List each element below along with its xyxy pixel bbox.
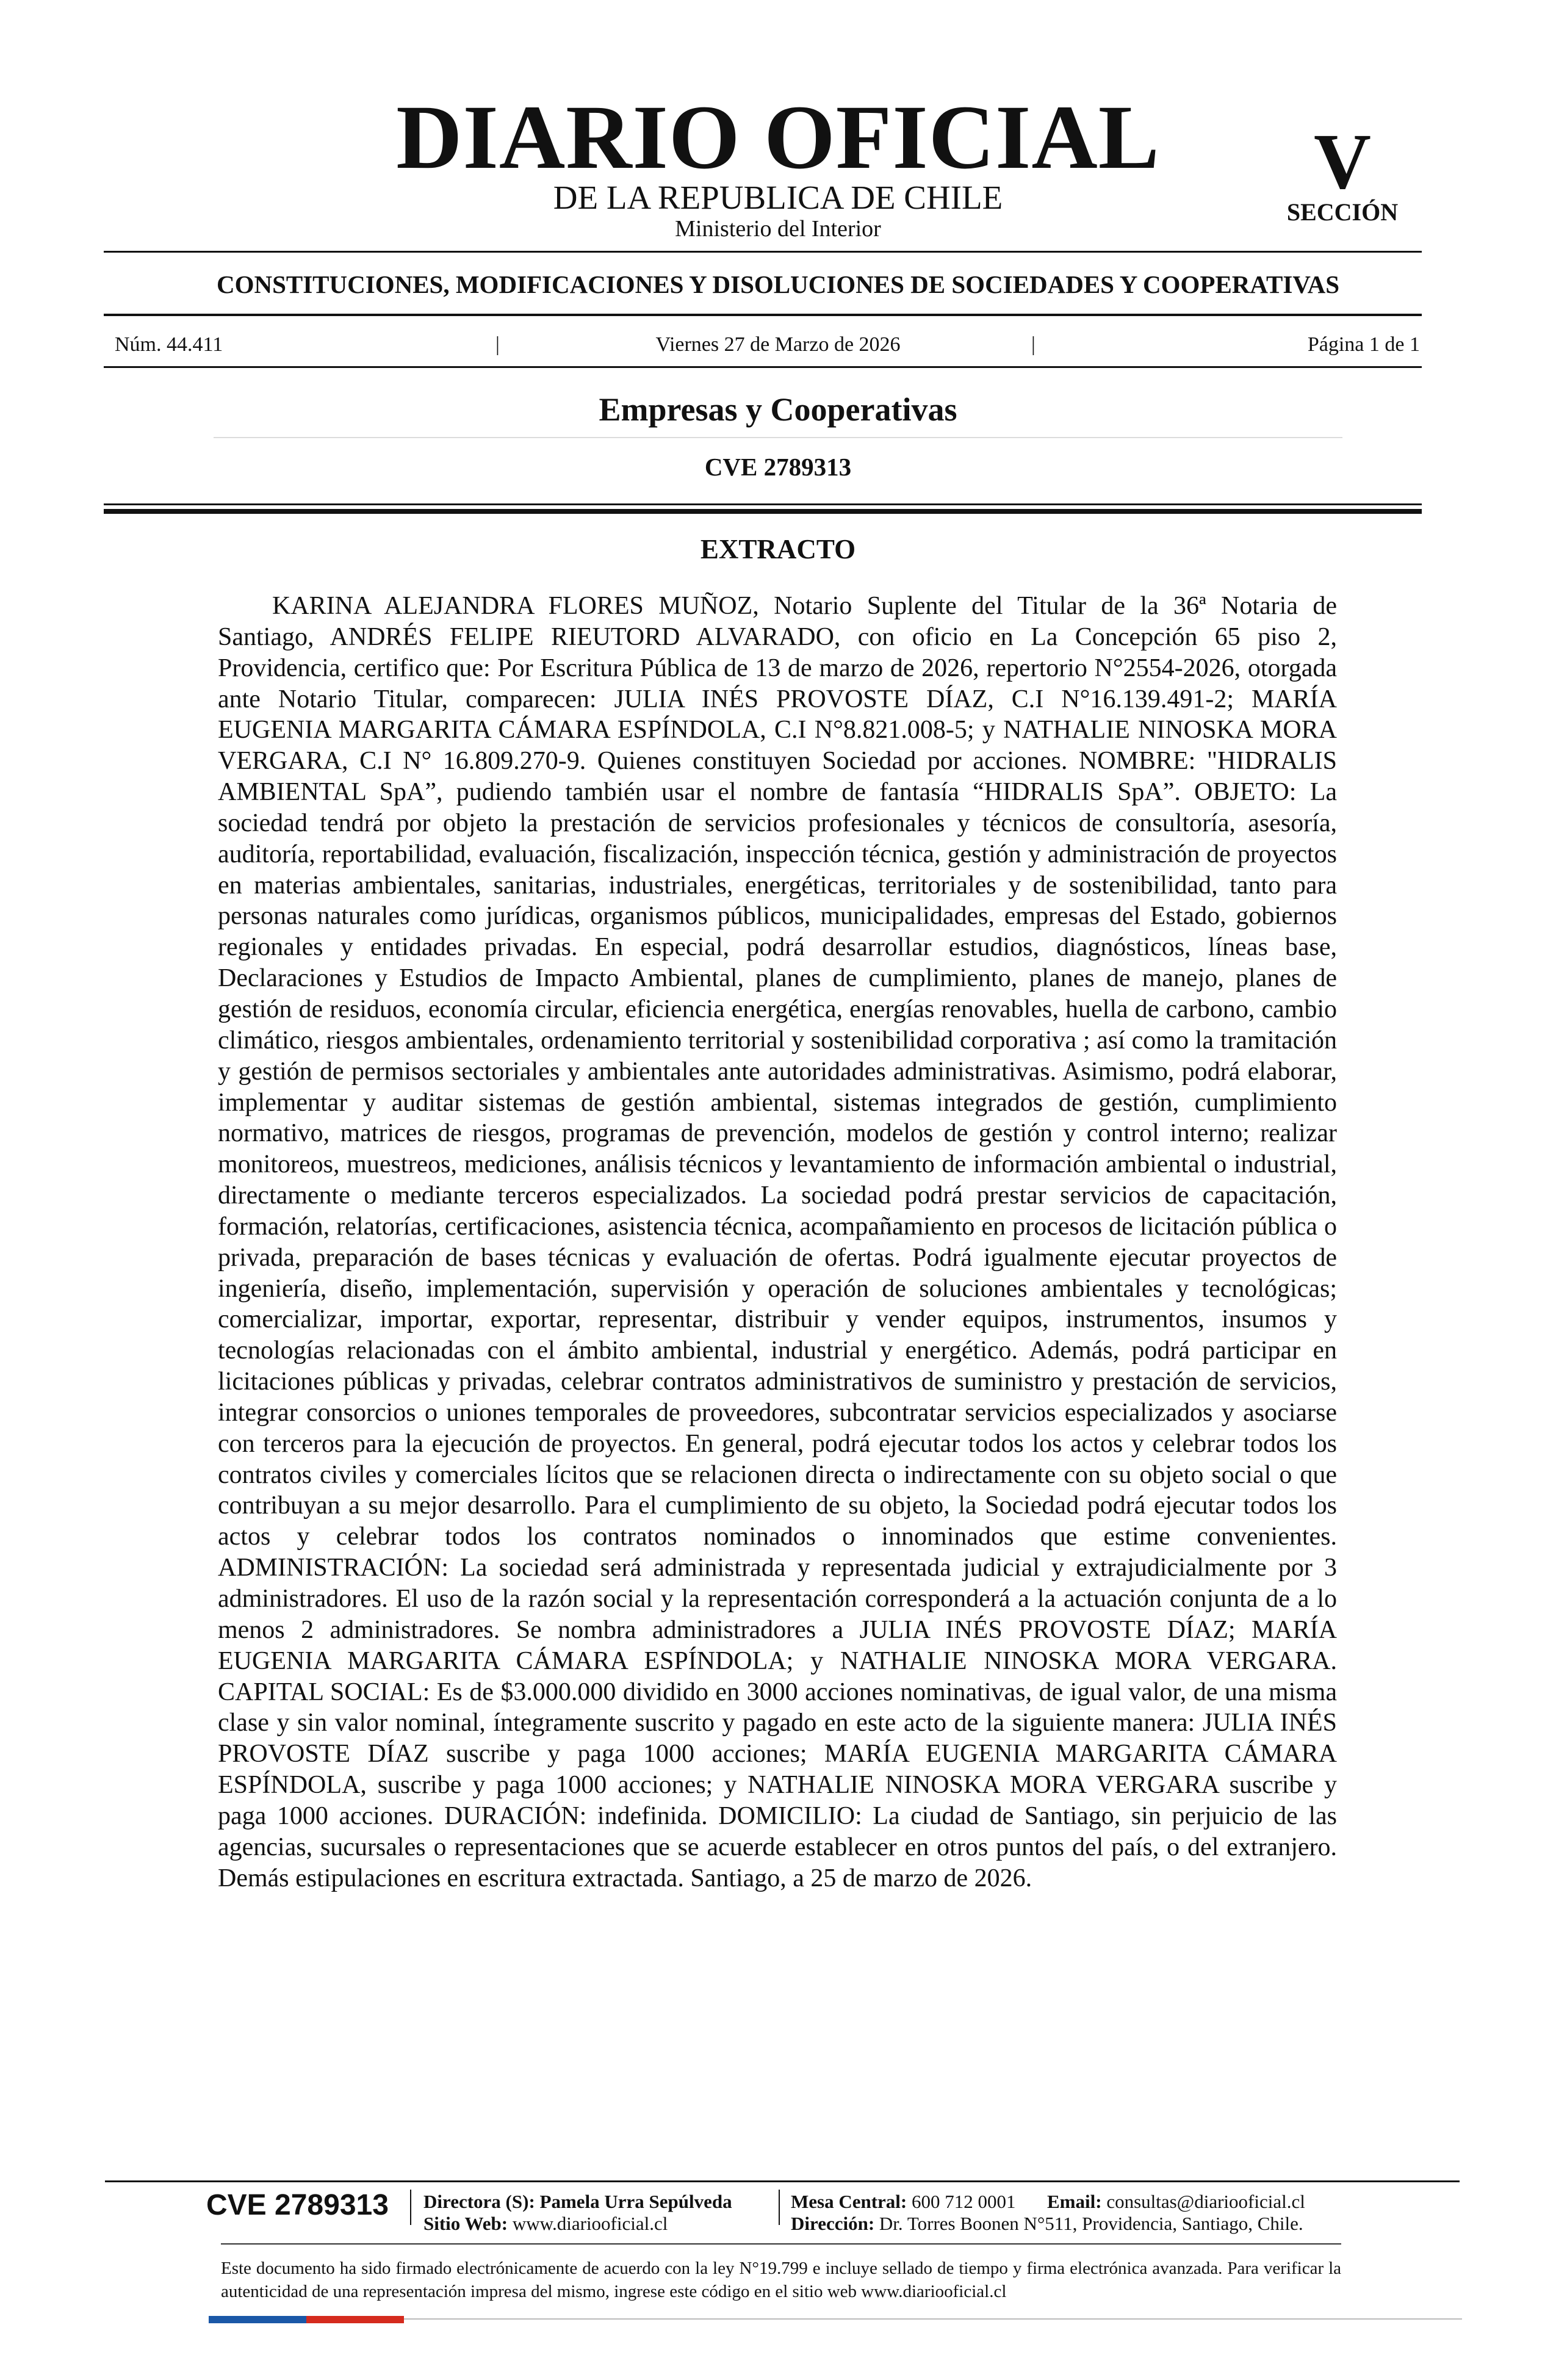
meta-separator: | [1031,333,1036,356]
director-name: Pamela Urra Sepúlveda [539,2191,732,2212]
footer-legal-rule [221,2243,1341,2245]
issue-date: Viernes 27 de Marzo de 2026 [655,333,901,356]
footer-address [791,2214,1303,2233]
footer-contact [791,2192,1305,2211]
document-title: EXTRACTO [700,534,856,564]
section-label: SECCIÓN [1286,198,1399,226]
meta-separator: | [495,333,500,356]
footer-bottom-rule [404,2318,1462,2320]
flag-stripe-blue [209,2316,306,2323]
phone-number: 600 712 0001 [912,2191,1016,2212]
website-label: Sitio Web: [423,2213,508,2234]
cve-rule-thick [104,509,1422,514]
cve-code: CVE 2789313 [704,453,852,481]
director-label: Directora (S): [423,2191,535,2212]
website-link[interactable]: www.diariooficial.cl [512,2213,668,2234]
category-bottom-rule [104,314,1422,316]
issue-number: Núm. 44.411 [115,333,223,356]
category-top-rule [104,251,1422,253]
footer-divider [410,2190,411,2225]
document-body: KARINA ALEJANDRA FLORES MUÑOZ, Notario Suplente del Titular de la 36ª Notaria de Santiago, ANDRÉS FELIPE RIEUTORD ALVARADO, con oficio en La Concepción 65 piso 2, Providencia, certifico que: Por Escritura Pública de 13 de marzo de 2026, repertorio N°2554-2026, otorgada ante Notario Titular, comparecen: JULIA INÉS PROVOSTE DÍAZ, C.I N°16.139.491-2; MARÍA EUGENIA MARGARITA CÁMARA ESPÍNDOLA, C.I N°8.821.008-5; y NATHALIE NINOSKA MORA VERGARA, C.I N° 16.809.270-9. Quienes constituyen Sociedad por acciones. NOMBRE: "HIDRALIS AMBIENTAL SpA”, pudiendo también usar el nombre de fantasía “HIDRALIS SpA”. OBJETO: La sociedad tendrá por objeto la prestación de servicios profesionales y técnicos de consultoría, asesoría, auditoría, reportabilidad, evaluación, fiscalización, inspección técnica, gestión y administración de proyectos en materias ambientales, sanitarias, industriales, energéticas, territoriales y de sostenibilidad, tanto para personas naturales como jurídicas, organismos públicos, municipalidades, empresas del Estado, gobiernos regionales y entidades privadas. En especial, podrá desarrollar estudios, diagnósticos, líneas base, Declaraciones y Estudios de Impacto Ambiental, planes de cumplimiento, planes de manejo, planes de gestión de residuos, economía circular, eficiencia energética, energías renovables, huella de carbono, cambio climático, riesgos ambientales, ordenamiento territorial y sostenibilidad corporativa ; así como la tramitación y gestión de permisos sectoriales y ambientales ante autoridades administrativas. Asimismo, podrá elaborar, implementar y auditar sistemas de gestión ambiental, sistemas integrados de gestión, cumplimiento normativo, matrices de riesgos, programas de prevención, modelos de gestión y control interno; realizar monitoreos, muestreos, mediciones, análisis técnicos y levantamiento de información ambiental o industrial, directamente o mediante terceros especializados. La sociedad podrá prestar servicios de capacitación, formación, relatorías, certificaciones, asistencia técnica, acompañamiento en procesos de licitación pública o privada, preparación de bases técnicas y evaluación de ofertas. Podrá igualmente ejecutar proyectos de ingeniería, diseño, implementación, supervisión y operación de soluciones ambientales y tecnológicas; comercializar, importar, exportar, representar, distribuir y vender equipos, instrumentos, insumos y tecnologías relacionadas con el ámbito ambiental, industrial y energético. Además, podrá participar en licitaciones públicas y privadas, celebrar contratos administrativos de suministro y prestación de servicios, integrar consorcios o uniones temporales de proveedores, subcontratar servicios especializados y asociarse con terceros para la ejecución de proyectos. En general, podrá ejecutar todos los actos y celebrar todos los contratos civiles y comerciales lícitos que se relacionen directa o indirectamente con su objeto social o que contribuyan a su mejor desarrollo. Para el cumplimiento de su objeto, la Sociedad podrá ejecutar todos los actos y celebrar todos los contratos nominados o innominados que estime convenientes. ADMINISTRACIÓN: La sociedad será administrada y representada judicial y extrajudicialmente por 3 administradores. El uso de la razón social y la representación corresponderá a la actuación conjunta de a lo menos 2 administradores. Se nombra administradores a JULIA INÉS PROVOSTE DÍAZ; MARÍA EUGENIA MARGARITA CÁMARA ESPÍNDOLA; y NATHALIE NINOSKA MORA VERGARA. CAPITAL SOCIAL: Es de $3.000.000 dividido en 3000 acciones nominativas, de igual valor, de una misma clase y sin valor nominal, íntegramente suscrito y pagado en este acto de la siguiente manera: JULIA INÉS PROVOSTE DÍAZ suscribe y paga 1000 acciones; MARÍA EUGENIA MARGARITA CÁMARA ESPÍNDOLA, suscribe y paga 1000 acciones; y NATHALIE NINOSKA MORA VERGARA suscribe y paga 1000 acciones. DURACIÓN: indefinida. DOMICILIO: La ciudad de Santiago, sin perjuicio de las agencias, sucursales o representaciones que se acuerde establecer en otros puntos del país, o del extranjero. Demás estipulaciones en escritura extractada. Santiago, a 25 de marzo de 2026. [218,592,1337,1892]
email-link[interactable]: consultas@diariooficial.cl [1106,2191,1305,2212]
section-letter: V [1314,118,1371,206]
masthead-subtitle: DE LA REPUBLICA DE CHILE [553,179,1003,216]
section-divider [214,437,1342,438]
email-label: Email: [1047,2191,1102,2212]
masthead-ministry: Ministerio del Interior [675,216,881,242]
page-number: Página 1 de 1 [1307,333,1420,356]
meta-bottom-rule [104,366,1422,368]
masthead-title: DIARIO OFICIAL [396,87,1160,188]
phone-label: Mesa Central: [791,2191,907,2212]
address-label: Dirección: [791,2213,875,2234]
address-text: Dr. Torres Boonen N°511, Providencia, Santiago, Chile. [879,2213,1303,2234]
footer-director [423,2192,732,2211]
footer-divider [779,2190,780,2225]
flag-stripe-red [306,2316,404,2323]
footer-cve-code: CVE 2789313 [206,2189,389,2221]
category-heading: CONSTITUCIONES, MODIFICACIONES Y DISOLUCIONES DE SOCIEDADES Y COOPERATIVAS [216,270,1340,298]
footer-legal-text: Este documento ha sido firmado electrónicamente de acuerdo con la ley N°19.799 e incluye sellado de tiempo y firma electrónica avanzada. Para verificar la autenticidad de una representación impresa del mismo, ingrese este código en el sitio web www.diariooficial.cl [221,2259,1341,2301]
footer-website [423,2214,668,2233]
footer-top-rule [105,2180,1460,2182]
cve-rule-thin [104,503,1422,505]
section-heading: Empresas y Cooperativas [599,391,957,428]
